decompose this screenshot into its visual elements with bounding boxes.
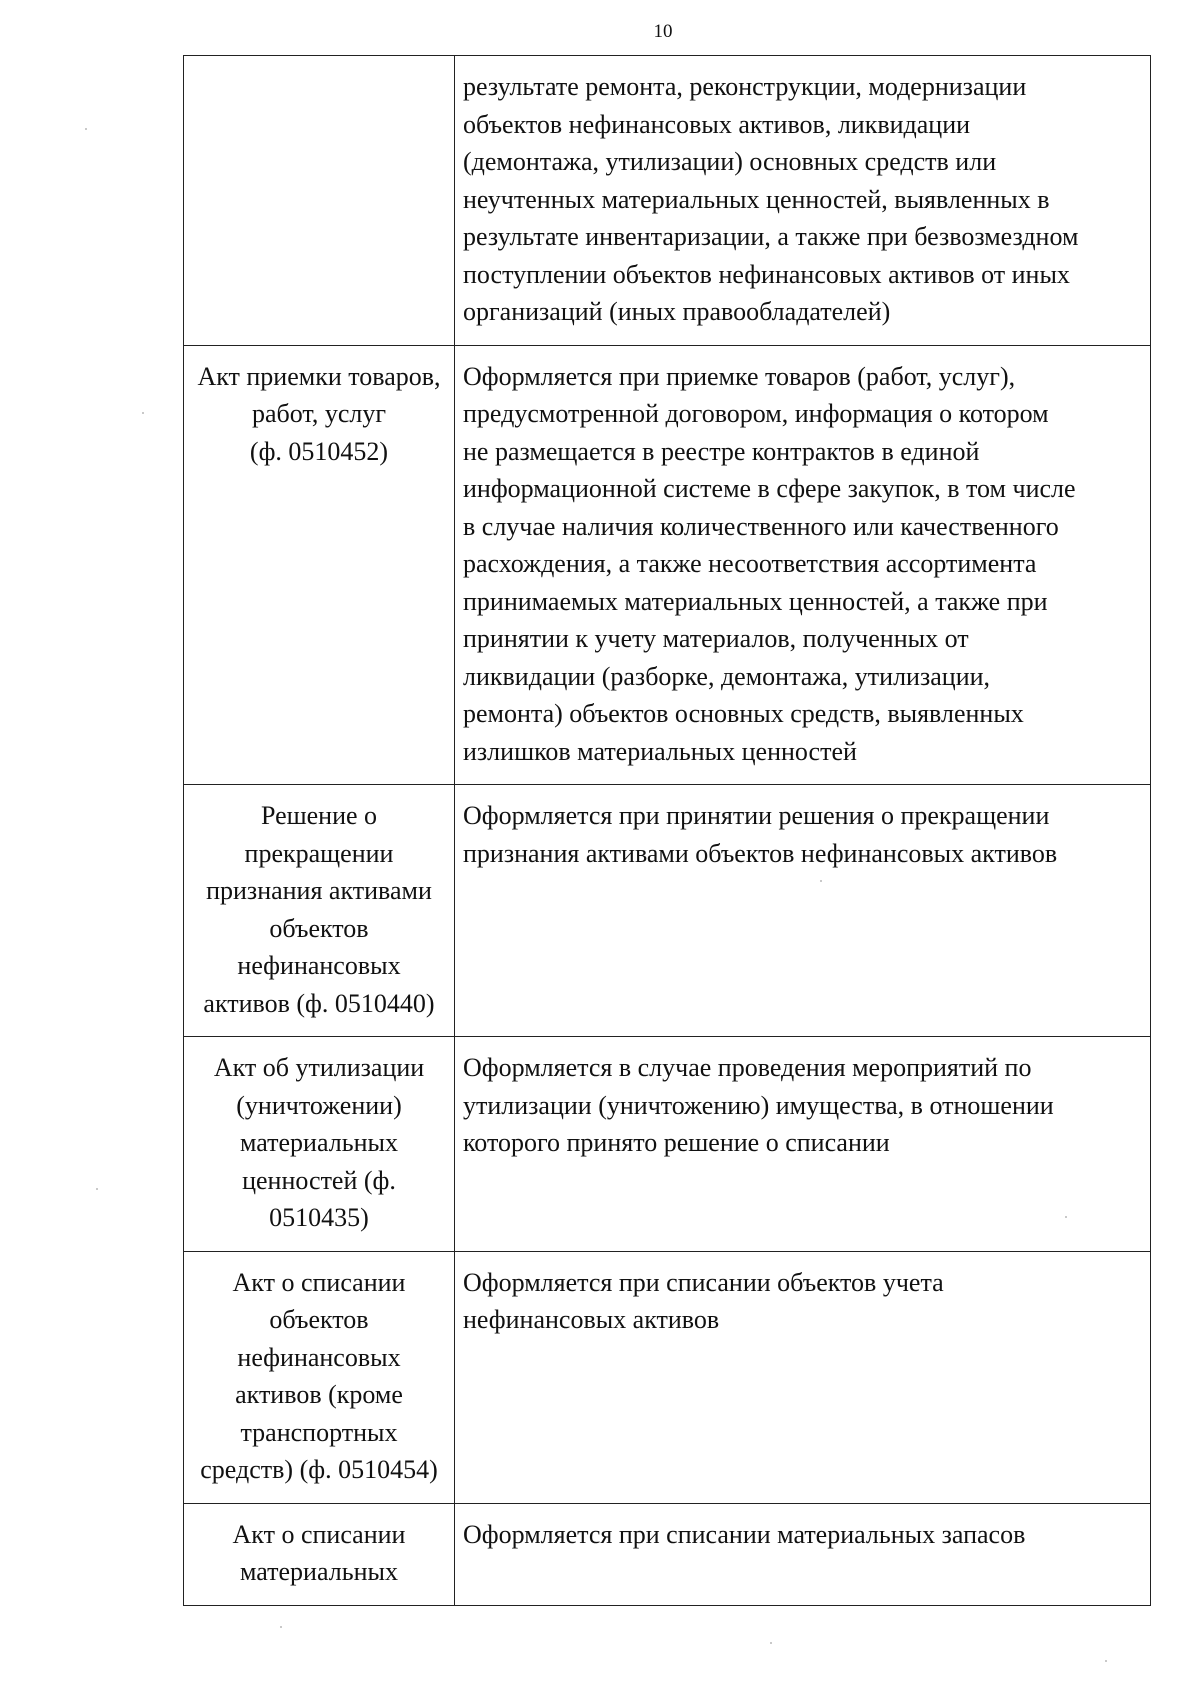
table-row — [184, 785, 1151, 1037]
form-name-cell — [184, 785, 455, 1037]
form-description-line: поступлении объектов нефинансовых активов от иных — [463, 259, 1070, 289]
form-name-cell — [184, 1503, 455, 1605]
form-description-line: признания активами объектов нефинансовых активов — [463, 838, 1058, 868]
form-name-line: активов (кроме — [235, 1380, 403, 1409]
scan-speck — [85, 128, 87, 130]
form-description-cell — [455, 1037, 1151, 1252]
form-name-cell — [184, 56, 455, 346]
scan-speck — [96, 1188, 98, 1190]
form-description-line: расхождения, а также несоответствия ассортимента — [463, 549, 1037, 578]
form-description-line: организаций (иных правообладателей) — [463, 297, 891, 326]
form-name-line: транспортных — [240, 1417, 398, 1447]
form-name-line: работ, услуг — [251, 399, 386, 428]
form-name-line: ценностей (ф. — [242, 1165, 396, 1195]
form-name-cell — [184, 345, 455, 785]
form-description-line: неучтенных материальных ценностей, выявленных в — [463, 184, 1050, 214]
table-row — [184, 56, 1151, 346]
form-name-line: Акт приемки товаров, — [197, 361, 441, 391]
form-name-line: 0510435) — [269, 1203, 369, 1232]
form-description-line: ремонта) объектов основных средств, выявленных — [463, 699, 1024, 728]
table-body — [184, 56, 1151, 1606]
form-name-line: (уничтожении) — [236, 1090, 402, 1120]
form-name-line: объектов — [269, 1305, 369, 1334]
form-description-cell — [455, 785, 1151, 1037]
table-row — [184, 1037, 1151, 1252]
form-name-line: Акт о списании — [232, 1267, 406, 1297]
form-description-line: излишков материальных ценностей — [463, 736, 857, 766]
form-name-line: активов (ф. 0510440) — [203, 988, 435, 1018]
form-description-line: результате ремонта, реконструкции, модернизации — [463, 72, 1027, 101]
form-name-line: материальных — [240, 1128, 398, 1157]
form-name-line: Решение о — [260, 801, 378, 830]
scan-speck — [1105, 1660, 1107, 1662]
form-name-line: средств) (ф. 0510454) — [200, 1455, 438, 1484]
form-name-line: (ф. 0510452) — [249, 436, 389, 466]
form-description-line: Оформляется при списании объектов учета — [463, 1267, 944, 1297]
form-description-line: не размещается в реестре контрактов в единой — [463, 436, 980, 466]
scan-speck — [280, 1626, 282, 1628]
form-description-line: в случае наличия количественного или качественного — [463, 511, 1059, 541]
form-name-cell — [184, 1251, 455, 1503]
form-name-line: прекращении — [244, 838, 394, 868]
form-description-line: утилизации (уничтожению) имущества, в отношении — [463, 1090, 1054, 1120]
form-name-line: Акт о списании — [232, 1519, 406, 1549]
form-name-line: признания активами — [206, 876, 432, 905]
scan-speck — [1065, 1216, 1067, 1218]
form-name-line: нефинансовых — [237, 1342, 401, 1372]
form-description-line: результате инвентаризации, а также при безвозмездном — [463, 222, 1079, 251]
form-description-cell — [455, 1251, 1151, 1503]
form-description-line: Оформляется при списании материальных запасов — [463, 1519, 1026, 1549]
form-description-line: Оформляется при приемке товаров (работ, услуг), — [463, 361, 1016, 391]
form-description-cell — [455, 1503, 1151, 1605]
form-description-line: Оформляется при принятии решения о прекращении — [463, 801, 1050, 830]
form-name-line: нефинансовых — [237, 951, 401, 980]
form-description-line: (демонтажа, утилизации) основных средств или — [463, 147, 997, 176]
form-description-line: нефинансовых активов — [463, 1305, 720, 1334]
form-description-line: которого принято решение о списании — [463, 1128, 890, 1157]
form-description-line: информационной системе в сфере закупок, в том числе — [463, 474, 1076, 503]
form-description-line: Оформляется в случае проведения мероприятий по — [463, 1053, 1032, 1082]
form-description-cell — [455, 345, 1151, 785]
form-description-line: ликвидации (разборке, демонтажа, утилизации, — [463, 661, 991, 691]
document-table — [183, 55, 1151, 1606]
form-name-line: материальных — [240, 1557, 398, 1586]
form-description-line: принятии к учету материалов, полученных от — [463, 624, 969, 653]
scan-speck — [820, 880, 822, 882]
form-description-cell — [455, 56, 1151, 346]
form-description-line: объектов нефинансовых активов, ликвидации — [463, 109, 971, 139]
form-name-line: объектов — [269, 913, 369, 943]
page-number: 10 — [653, 21, 673, 42]
form-name-line: Акт об утилизации — [213, 1053, 425, 1082]
form-description-line: принимаемых материальных ценностей, а также при — [463, 586, 1048, 616]
form-description-line: предусмотренной договором, информация о котором — [463, 399, 1049, 428]
scan-speck — [770, 1642, 772, 1644]
table-row — [184, 1503, 1151, 1605]
scan-speck — [142, 412, 144, 414]
form-name-cell — [184, 1037, 455, 1252]
table-row — [184, 345, 1151, 785]
table-row — [184, 1251, 1151, 1503]
